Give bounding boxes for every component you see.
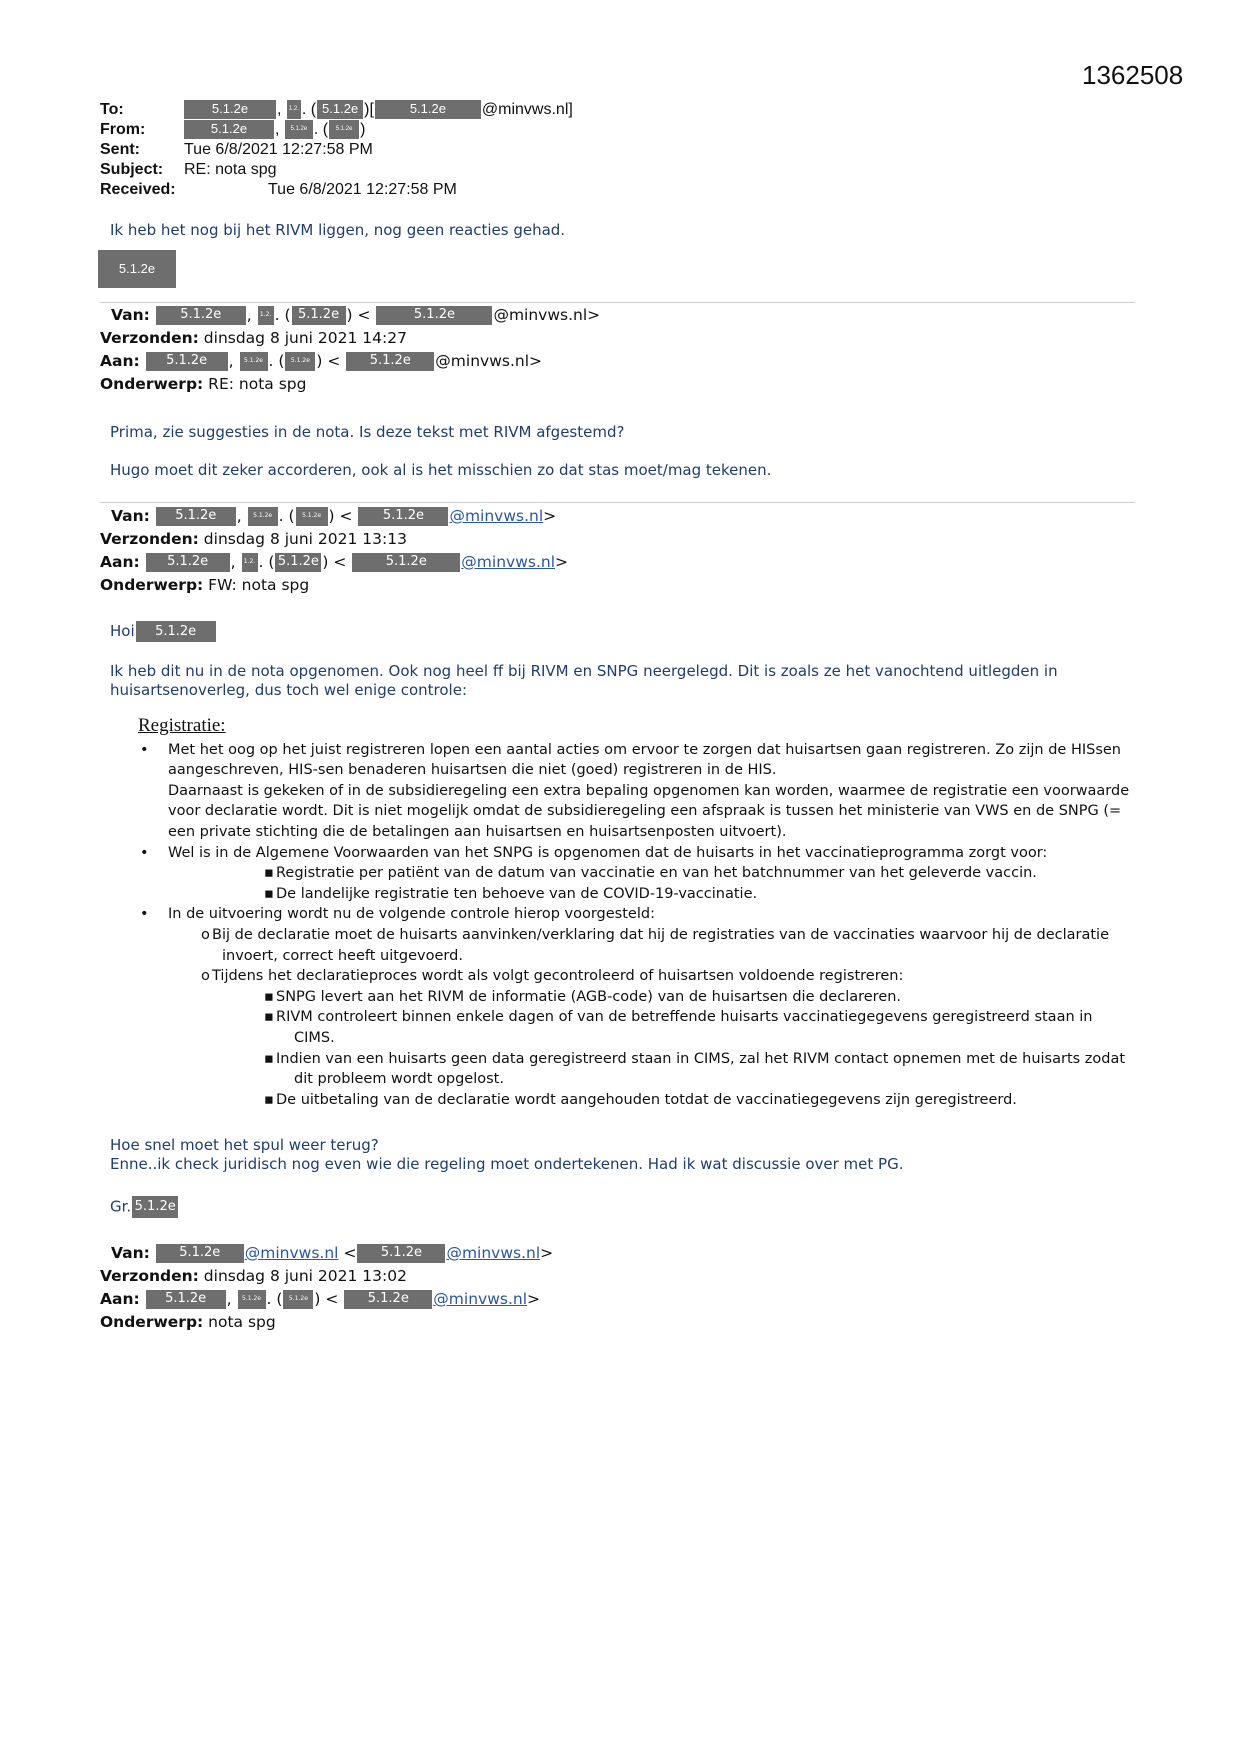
redaction: 5.1.2e	[146, 553, 230, 572]
redaction: 1.2.	[287, 100, 301, 119]
sub-bullet-item: ▪ De landelijke registratie ten behoeve van de COVID-19-vaccinatie.	[264, 885, 758, 902]
redaction: 5.1.2e	[146, 1290, 226, 1309]
subject-label: Subject:	[100, 161, 164, 178]
redaction: 5.1.2e	[156, 306, 246, 325]
redaction: 5.1.2e	[329, 120, 359, 139]
bullet-item: • In de uitvoering wordt nu de volgende controle hierop voorgesteld:	[140, 906, 655, 923]
sent-label: Sent:	[100, 141, 140, 158]
greeting: Hoi 5.1.2e	[110, 621, 217, 642]
to-label: To:	[100, 101, 124, 118]
sub-sub-bullet-item: ▪ De uitbetaling van de declaratie wordt aangehouden totdat de vaccinatiegegevens zijn geregistreerd.	[264, 1091, 1017, 1108]
redaction: 5.1.2e	[375, 100, 481, 119]
email-link[interactable]: @minvws.nl	[244, 1244, 339, 1262]
signature-redaction: 5.1.2e	[98, 250, 176, 288]
redaction: 5.1.2e	[357, 1244, 445, 1263]
msg4-verzonden: Verzonden: dinsdag 8 juni 2021 13:02	[100, 1267, 407, 1285]
redaction: 5.1.2e	[352, 553, 460, 572]
msg3-verzonden: Verzonden: dinsdag 8 juni 2021 13:13	[100, 530, 407, 548]
redaction: 5.1.2e	[296, 507, 328, 526]
msg3-van: Van: 5.1.2e , 5.1.2e . ( 5.1.2e ) < 5.1.2e @minvws.nl>	[111, 507, 557, 525]
from-label: From:	[100, 121, 146, 138]
sub-bullet-item: o Tijdens het declaratieproces wordt als volgt gecontroleerd of huisartsen voldoende registreren:	[201, 968, 904, 985]
redaction: 5.1.2e	[285, 120, 313, 139]
signoff: Gr. 5.1.2e	[110, 1196, 179, 1218]
sent-value: Tue 6/8/2021 12:27:58 PM	[184, 141, 373, 158]
bullet-item: • Wel is in de Algemene Voorwaarden van het SNPG is opgenomen dat de huisarts in het vaccinatieprogramma zorgt voor:	[140, 844, 1048, 861]
sub-bullet-item: ▪ Registratie per patiënt van de datum van vaccinatie en van het batchnummer van het geleverde vaccin.	[264, 865, 1037, 882]
msg4-van: Van: 5.1.2e @minvws.nl < 5.1.2e @minvws.nl>	[111, 1244, 554, 1262]
msg2-line2: Hugo moet dit zeker accorderen, ook al is het misschien zo dat stas moet/mag tekenen.	[110, 461, 772, 479]
redaction: 5.1.2e	[132, 1196, 178, 1218]
redaction: 5.1.2e	[184, 120, 274, 139]
email-link[interactable]: @minvws.nl	[446, 1244, 541, 1262]
redaction: 5.1.2e	[146, 352, 228, 371]
redaction: 5.1.2e	[346, 352, 434, 371]
redaction: 5.1.2e	[358, 507, 448, 526]
sub-sub-bullet-item: ▪ SNPG levert aan het RIVM de informatie (AGB-code) van de huisartsen die declareren.	[264, 988, 902, 1005]
quoted-note	[136, 716, 1136, 1110]
redaction: 5.1.2e	[344, 1290, 432, 1309]
msg2-aan: Aan: 5.1.2e , 5.1.2e . ( 5.1.2e ) < 5.1.2e @minvws.nl>	[100, 352, 542, 370]
question-1: Hoe snel moet het spul weer terug?	[110, 1136, 379, 1154]
redaction: 5.1.2e	[156, 507, 236, 526]
msg4-aan: Aan: 5.1.2e , 5.1.2e . ( 5.1.2e ) < 5.1.2e @minvws.nl>	[100, 1290, 541, 1308]
redaction: 5.1.2e	[376, 306, 492, 325]
email-link[interactable]: @minvws.nl	[461, 553, 556, 571]
received-value: Tue 6/8/2021 12:27:58 PM	[268, 181, 457, 198]
separator	[100, 302, 1135, 303]
question-2: Enne..ik check juridisch nog even wie die regeling moet ondertekenen. Had ik wat discussie over met PG.	[110, 1155, 904, 1173]
intro-text: Ik heb dit nu in de nota opgenomen. Ook nog heel ff bij RIVM en SNPG neergelegd. Dit is zoals ze het vanochtend uitlegden in huisartsenoverleg, dus toch wel enige controle:	[110, 662, 1058, 699]
subject-value: RE: nota spg	[184, 161, 277, 178]
redaction: 5.1.2e	[184, 100, 276, 119]
redaction: 1.2.	[242, 553, 258, 572]
document-number: 1362508	[1082, 60, 1184, 90]
redaction: 5.1.2e	[285, 352, 315, 371]
redaction: 5.1.2e	[292, 306, 346, 325]
msg3-onderwerp: Onderwerp: FW: nota spg	[100, 576, 310, 594]
received-label: Received:	[100, 181, 176, 198]
redaction: 5.1.2e	[136, 621, 216, 642]
to-domain: @minvws.nl]	[481, 101, 573, 118]
email-link[interactable]: @minvws.nl	[433, 1290, 528, 1308]
sub-sub-bullet-item: ▪ RIVM controleert binnen enkele dagen of van de betreffende huisarts vaccinatiegegevens geregistreerd staan in CIMS.	[264, 1009, 1093, 1046]
redaction: 5.1.2e	[156, 1244, 244, 1263]
msg2-onderwerp: Onderwerp: RE: nota spg	[100, 375, 307, 393]
bullet-item: • Met het oog op het juist registreren lopen een aantal acties om ervoor te zorgen dat huisartsen gaan registreren. Zo zijn de HISsen aangeschreven, HIS-sen benaderen huisartsen die niet (goed) registreren in de HIS. Daarnaast is gekeken of in de subsidieregeling een extra bepaling opgenomen kan worden, waarmee de registratie een voorwaarde voor declaratie wordt. Dit is niet mogelijk omdat de subsidieregeling een afspraak is tussen het ministerie van VWS en de SNPG (= een private stichting die de betalingen aan huisartsen en huisartsenposten uitvoert).	[140, 741, 1130, 840]
redaction: 1.2.	[258, 306, 274, 325]
section-title: Registratie:	[138, 715, 226, 736]
sub-bullet-item: o Bij de declaratie moet de huisarts aanvinken/verklaring dat hij de registraties van de vaccinaties waarvoor hij de declaratie invoert, correct heeft uitgevoerd.	[201, 926, 1109, 964]
sub-sub-bullet-item: ▪ Indien van een huisarts geen data geregistreerd staan in CIMS, zal het RIVM contact opnemen met de huisarts zodat dit probleem wordt opgelost.	[264, 1050, 1126, 1088]
msg3-aan: Aan: 5.1.2e , 1.2. . ( 5.1.2e ) < 5.1.2e @minvws.nl>	[100, 553, 569, 571]
redaction: 5.1.2e	[283, 1290, 313, 1309]
msg2-van: Van: 5.1.2e , 1.2. . ( 5.1.2e ) < 5.1.2e @minvws.nl>	[111, 306, 601, 324]
email-link[interactable]: @minvws.nl	[449, 507, 544, 525]
msg2-verzonden: Verzonden: dinsdag 8 juni 2021 14:27	[100, 329, 407, 347]
redaction: 5.1.2e	[240, 352, 268, 371]
redaction: 5.1.2e	[317, 100, 363, 119]
msg4-onderwerp: Onderwerp: nota spg	[100, 1313, 276, 1331]
reply-text: Ik heb het nog bij het RIVM liggen, nog geen reacties gehad.	[110, 221, 566, 239]
separator	[100, 502, 1135, 503]
redaction: 5.1.2e	[275, 553, 321, 572]
redaction: 5.1.2e	[248, 507, 278, 526]
redaction: 5.1.2e	[238, 1290, 266, 1309]
msg2-line1: Prima, zie suggesties in de nota. Is deze tekst met RIVM afgestemd?	[110, 423, 625, 441]
